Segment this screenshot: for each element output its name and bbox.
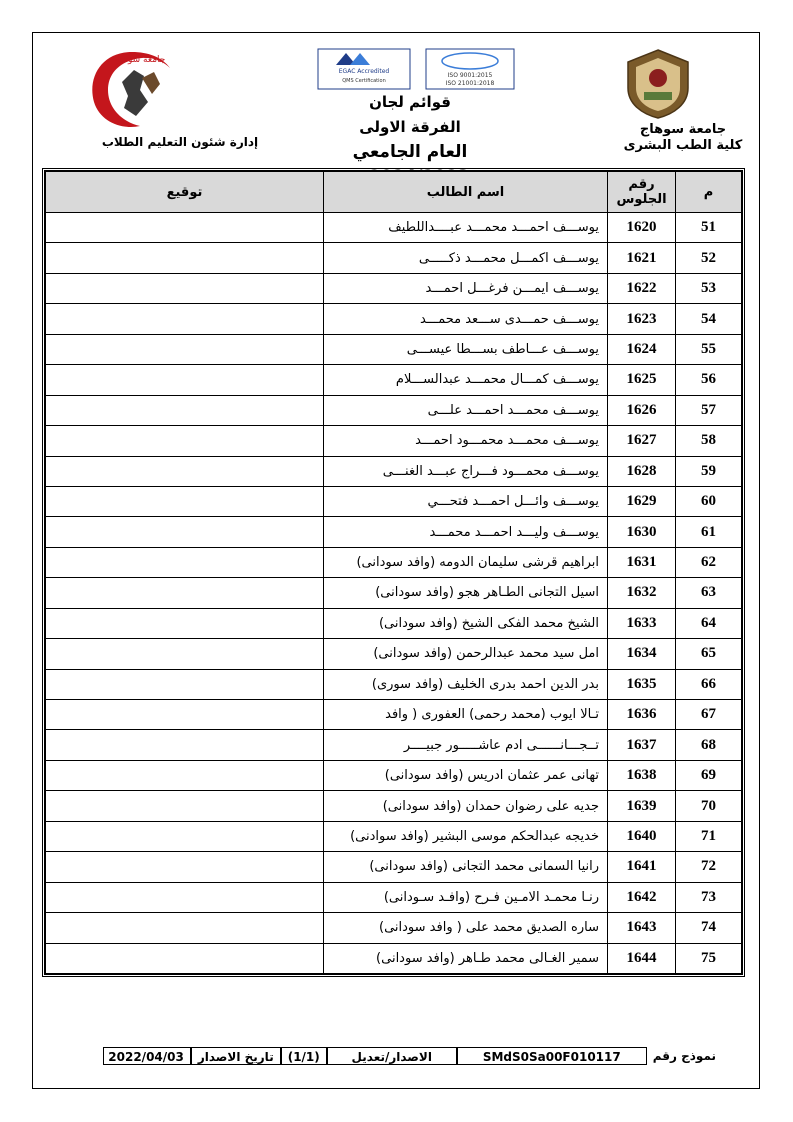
row-number: 59 [676,456,742,486]
row-number: 58 [676,426,742,456]
signature-cell [46,821,324,851]
form-footer [82,1046,722,1066]
table-row [46,273,742,303]
signature-cell [46,669,324,699]
row-number: 56 [676,365,742,395]
edition-value: (1/1) [281,1047,327,1065]
seat-number: 1638 [608,760,676,790]
seat-number: 1637 [608,730,676,760]
student-name: يوســـف محمـــود فـــراج عبـــد الغنـــى [324,456,608,486]
seat-number: 1631 [608,547,676,577]
student-name: رانيا السمانى محمد التجانى (وافد سودانى) [324,852,608,882]
table-row [46,821,742,851]
row-number: 55 [676,334,742,364]
cert-text-3: ISO 9001:2015 [447,72,493,79]
seat-number: 1622 [608,273,676,303]
table-row [46,486,742,516]
row-number: 72 [676,852,742,882]
table-row [46,791,742,821]
row-number: 75 [676,943,742,974]
seat-number: 1630 [608,517,676,547]
row-number: 51 [676,213,742,243]
student-name: جديه على رضوان حمدان (وافد سودانى) [324,791,608,821]
table-row [46,882,742,912]
table-body [46,213,742,974]
header-sign: توقيع [46,172,324,213]
signature-cell [46,486,324,516]
edition-label: الاصدار/تعديل [327,1047,457,1065]
students-table [42,168,745,977]
row-number: 73 [676,882,742,912]
seat-number: 1625 [608,365,676,395]
row-number: 68 [676,730,742,760]
title-line-1: قوائم لجان [369,93,451,111]
faculty-logo [622,48,694,120]
signature-cell [46,639,324,669]
university-logo [82,42,182,134]
student-name: اسيل التجانى الطـاهر هجو (وافد سودانى) [324,578,608,608]
table-row [46,608,742,638]
table-row [46,547,742,577]
seat-number: 1642 [608,882,676,912]
table-row [46,943,742,974]
table-header-row [46,172,742,213]
seat-number: 1636 [608,700,676,730]
row-number: 71 [676,821,742,851]
student-name: سمير الغـالى محمد طـاهر (وافد سودانى) [324,943,608,974]
cert-text-4: ISO 21001:2018 [445,80,495,87]
seat-number: 1621 [608,243,676,273]
row-number: 74 [676,913,742,943]
student-name: يوســـف وائـــل احمـــد فتحـــي [324,486,608,516]
signature-cell [46,791,324,821]
signature-cell [46,547,324,577]
seat-number: 1634 [608,639,676,669]
student-name: الشيخ محمد الفكى الشيخ (وافد سودانى) [324,608,608,638]
signature-cell [46,304,324,334]
row-number: 70 [676,791,742,821]
signature-cell [46,913,324,943]
table-row [46,213,742,243]
student-name: يوســـف كمـــال محمـــد عبدالســـلام [324,365,608,395]
student-name: امل سيد محمد عبدالرحمن (وافد سودانى) [324,639,608,669]
row-number: 67 [676,700,742,730]
signature-cell [46,334,324,364]
seat-number: 1640 [608,821,676,851]
cert-text-1: EGAC Accredited [338,68,390,75]
header-seat: رقم الجلوس [608,172,676,213]
table-row [46,700,742,730]
student-name: ابراهيم قرشى سليمان الدومه (وافد سودانى) [324,547,608,577]
table-row [46,456,742,486]
issue-date-label: تاريخ الاصدار [191,1047,281,1065]
student-name: ساره الصديق محمد على ( وافد سودانى) [324,913,608,943]
seat-number: 1623 [608,304,676,334]
student-name: يوســـف وليـــد احمـــد محمـــد [324,517,608,547]
signature-cell [46,517,324,547]
row-number: 53 [676,273,742,303]
row-number: 63 [676,578,742,608]
student-name: يوســـف محمـــد احمـــد علـــى [324,395,608,425]
issue-date-value: 2022/04/03 [103,1047,191,1065]
header-name: اسم الطالب [324,172,608,213]
signature-cell [46,608,324,638]
seat-number: 1628 [608,456,676,486]
table-row [46,334,742,364]
certification-badges [316,47,516,91]
student-name: يوســـف ايمـــن فرغـــل احمـــد [324,273,608,303]
signature-cell [46,426,324,456]
cert-text-2: QMS Certification [342,78,386,84]
student-name: يوســـف احمـــد محمـــد عبــــداللطيف [324,213,608,243]
row-number: 65 [676,639,742,669]
signature-cell [46,578,324,608]
table-row [46,639,742,669]
seat-number: 1632 [608,578,676,608]
row-number: 54 [676,304,742,334]
table-row [46,730,742,760]
signature-cell [46,273,324,303]
table-row [46,426,742,456]
table-row [46,669,742,699]
table-row [46,243,742,273]
signature-cell [46,943,324,974]
seat-number: 1626 [608,395,676,425]
title-line-2: الفرقة الاولى [359,118,461,136]
student-name: خديجه عبدالحكم موسى البشير (وافد سوادنى) [324,821,608,851]
faculty-name: كلية الطب البشرى [623,138,743,153]
row-number: 57 [676,395,742,425]
signature-cell [46,730,324,760]
seat-number: 1641 [608,852,676,882]
university-faculty [613,122,753,154]
table-row [46,760,742,790]
row-number: 60 [676,486,742,516]
signature-cell [46,395,324,425]
signature-cell [46,365,324,395]
row-number: 69 [676,760,742,790]
student-name: رنـا محمـد الامـين فـرح (وافـد سـودانى) [324,882,608,912]
student-name: بدر الدين احمد بدرى الخليف (وافد سورى) [324,669,608,699]
signature-cell [46,213,324,243]
table-row [46,395,742,425]
student-name: تــجـــانــــــى ادم عاشـــــور جبيــــر [324,730,608,760]
signature-cell [46,852,324,882]
row-number: 61 [676,517,742,547]
row-number: 62 [676,547,742,577]
title-line-3: العام الجامعي [352,142,468,162]
signature-cell [46,243,324,273]
student-name: يوســـف محمـــد محمـــود احمـــد [324,426,608,456]
seat-number: 1620 [608,213,676,243]
signature-cell [46,882,324,912]
university-name: جامعة سوهاج [639,122,727,137]
header-m: م [676,172,742,213]
form-code: SMdS0Sa00F010117 [457,1047,647,1065]
department-name: إدارة شئون التعليم الطلاب [101,135,259,149]
seat-number: 1627 [608,426,676,456]
student-name: يوســـف حمـــدى ســـعد محمـــد [324,304,608,334]
signature-cell [46,760,324,790]
table-row [46,304,742,334]
table-row [46,913,742,943]
seat-number: 1635 [608,669,676,699]
student-name: تـالا ايوب (محمد رحمى) العفورى ( وافد [324,700,608,730]
seat-number: 1624 [608,334,676,364]
row-number: 64 [676,608,742,638]
table-row [46,578,742,608]
student-name: يوســـف عـــاطف بســـطا عيســـى [324,334,608,364]
form-number-label: نموذج رقم [652,1049,716,1063]
table-row [46,852,742,882]
signature-cell [46,700,324,730]
seat-number: 1629 [608,486,676,516]
row-number: 52 [676,243,742,273]
table-row [46,517,742,547]
student-name: تهانى عمر عثمان ادريس (وافد سودانى) [324,760,608,790]
table-row [46,365,742,395]
signature-cell [46,456,324,486]
seat-number: 1633 [608,608,676,638]
left-logo-text: جامعة سوهاج [114,55,166,65]
seat-number: 1644 [608,943,676,974]
seat-number: 1643 [608,913,676,943]
row-number: 66 [676,669,742,699]
seat-number: 1639 [608,791,676,821]
student-name: يوســـف اكمـــل محمـــد ذكـــــى [324,243,608,273]
